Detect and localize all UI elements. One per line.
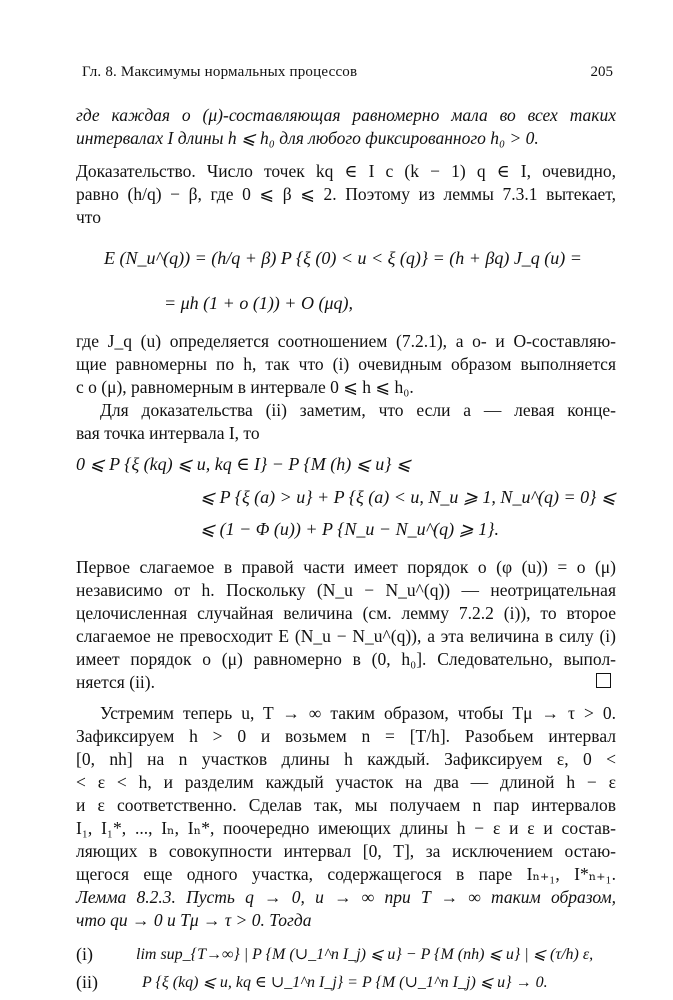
text-line: где J_q (u) определяется соотношением (7.2.1), а o- и O-составляю- [76,331,616,351]
running-header [82,64,613,86]
chapter-title: Гл. 8. Максимумы нормальных процессов [82,64,358,80]
text-line: Первое слагаемое в правой части имеет порядок o (φ (u)) = o (μ) [76,557,616,577]
text-line: равно (h/q) − β, где 0 ⩽ β ⩽ 2. Поэтому из леммы 7.3.1 вытекает, [76,184,616,204]
lemma-statement: Лемма 8.2.3. Пусть q → 0, u → ∞ при T → ∞ таким образом, [76,887,616,907]
text-line: < ε < h, и разделим каждый участок на два — длиной h − ε [76,772,616,792]
page-number: 205 [590,64,613,80]
text-line: Зафиксируем h > 0 и возьмем n = [T/h]. Разобьем интервал [76,726,616,746]
text-line: няется (ii). [76,672,155,692]
text-line: и ε соответственно. Сделав так, мы получаем n пар интервалов [76,795,616,815]
text-line: ляющих в совокупности интервал [0, T], за исключением остаю- [76,841,616,861]
text-line: интервалах I длины h ⩽ h₀ для любого фиксированного h₀ > 0. [76,128,539,148]
equation-line: ⩽ P {ξ (a) > u} + P {ξ (a) < u, N_u ⩾ 1, N_u^(q) = 0} ⩽ [200,487,616,507]
equation-line: ⩽ (1 − Φ (u)) + P {N_u − N_u^(q) ⩾ 1}. [200,519,499,539]
equation-line: E (N_u^(q)) = (h/q + β) P {ξ (0) < u < ξ (q)} = (h + βq) J_q (u) = [104,248,582,268]
lemma-part-label: (ii) [76,972,98,992]
text-line: слагаемое не превосходит E (N_u − N_u^(q)), а эта величина в силу (i) [76,626,616,646]
text-line: независимо от h. Поскольку (N_u − N_u^(q)) — неотрицательная [76,580,616,600]
text-line: Устремим теперь u, T → ∞ таким образом, чтобы Tμ → τ > 0. [100,703,616,723]
equation-line: lim sup_{T→∞} | P {M (∪_1^n I_j) ⩽ u} − P {M (nh) ⩽ u} | ⩽ (τ/h) ε, [136,946,594,963]
text-line: I₁, I₁*, ..., Iₙ, Iₙ*, поочередно имеющих длины h − ε и ε и состав- [76,818,616,838]
text-line: щие равномерны по h, так что (i) очевидным образом выполняется [76,354,616,374]
text-line: с o (μ), равномерным в интервале 0 ⩽ h ⩽ h₀. [76,377,414,397]
text-line: где каждая o (μ)-составляющая равномерно мала во всех таких [76,105,616,125]
lemma-statement: что qu → 0 и Tμ → τ > 0. Тогда [76,910,312,930]
text-line: что [76,207,101,227]
text-line: щегося еще одного участка, содержащегося в паре Iₙ₊₁, I*ₙ₊₁. [76,864,616,884]
text-line: вая точка интервала I, то [76,423,260,443]
text-line: [0, nh] на n участков длины h каждый. Зафиксируем ε, 0 < [76,749,616,769]
equation-line: P {ξ (kq) ⩽ u, kq ∈ ∪_1^n I_j} = P {M (∪_1^n I_j) ⩽ u} → 0. [142,974,548,991]
equation-line: = μh (1 + o (1)) + O (μq), [164,293,353,313]
text-line: имеет порядок o (μ) равномерно в (0, h₀]. Следовательно, выпол- [76,649,616,669]
lemma-part-label: (i) [76,944,93,964]
text-line: Доказательство. Число точек kq ∈ I с (k − 1) q ∈ I, очевидно, [76,161,616,181]
text-line: целочисленная случайная величина (см. лемму 7.2.2 (i)), то второе [76,603,616,623]
equation-line: 0 ⩽ P {ξ (kq) ⩽ u, kq ∈ I} − P {M (h) ⩽ u} ⩽ [76,454,412,474]
end-of-proof-icon [596,673,611,688]
text-line: Для доказательства (ii) заметим, что если a — левая конце- [100,400,616,420]
